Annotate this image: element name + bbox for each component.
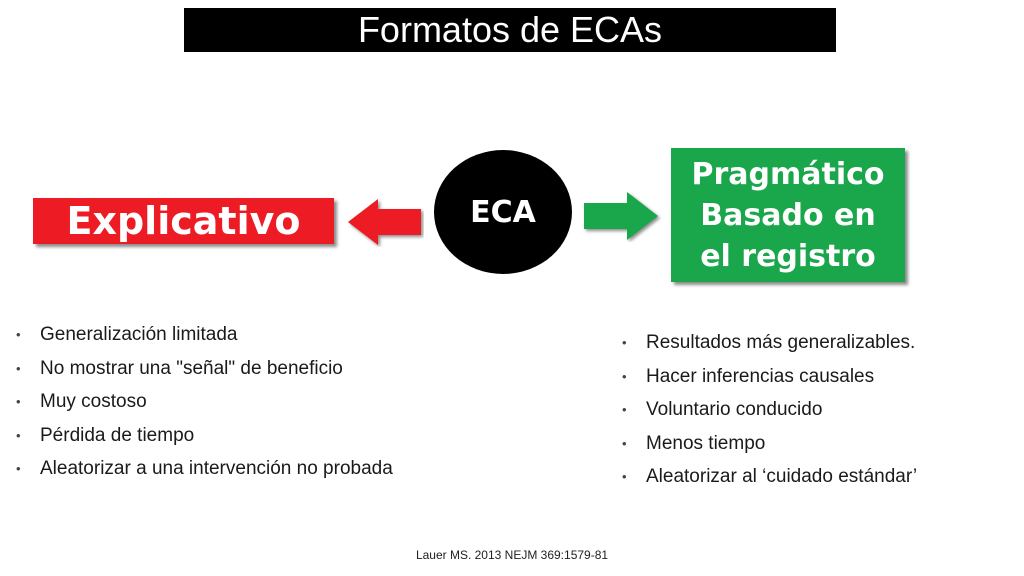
list-item: • Voluntario conducido	[622, 393, 917, 427]
slide-title-text: Formatos de ECAs	[357, 9, 663, 50]
list-item: • Pérdida de tiempo	[16, 419, 393, 453]
bullet-icon: •	[622, 368, 627, 384]
eca-center-node	[434, 150, 572, 274]
pragmatico-box	[671, 148, 905, 282]
list-item: • Muy costoso	[16, 385, 393, 419]
pragmatico-line-2: Basado en	[700, 197, 876, 233]
bullet-icon: •	[16, 327, 21, 342]
bullet-icon: •	[16, 461, 21, 477]
list-item: • Generalización limitada	[16, 318, 393, 352]
explicativo-label: Explicativo	[66, 199, 301, 243]
citation: Lauer MS. 2013 NEJM 369:1579-81	[415, 548, 609, 562]
list-item: • Aleatorizar a una intervención no probada	[16, 452, 393, 486]
explicativo-bullet-list	[16, 318, 393, 486]
list-item: • Aleatorizar al ‘cuidado estándar’	[622, 460, 917, 494]
left-arrow-icon	[346, 197, 424, 247]
bullet-icon: •	[622, 435, 627, 451]
explicativo-box	[33, 198, 334, 244]
pragmatico-line-3: el registro	[700, 238, 876, 274]
bullet-icon: •	[622, 469, 627, 485]
bullet-icon: •	[16, 394, 21, 410]
eca-label: ECA	[470, 194, 536, 230]
list-item: • Hacer inferencias causales	[622, 360, 917, 394]
bullet-icon: •	[622, 335, 627, 350]
right-arrow-icon	[582, 190, 662, 242]
bullet-icon: •	[622, 402, 627, 418]
list-item: • No mostrar una "señal" de beneficio	[16, 352, 393, 386]
list-item: • Resultados más generalizables.	[622, 326, 917, 360]
slide-title	[184, 8, 836, 52]
list-item: • Menos tiempo	[622, 427, 917, 461]
bullet-icon: •	[16, 427, 21, 443]
bullet-icon: •	[16, 360, 21, 376]
pragmatico-line-1: Pragmático	[691, 156, 885, 192]
pragmatico-bullet-list	[622, 326, 917, 494]
